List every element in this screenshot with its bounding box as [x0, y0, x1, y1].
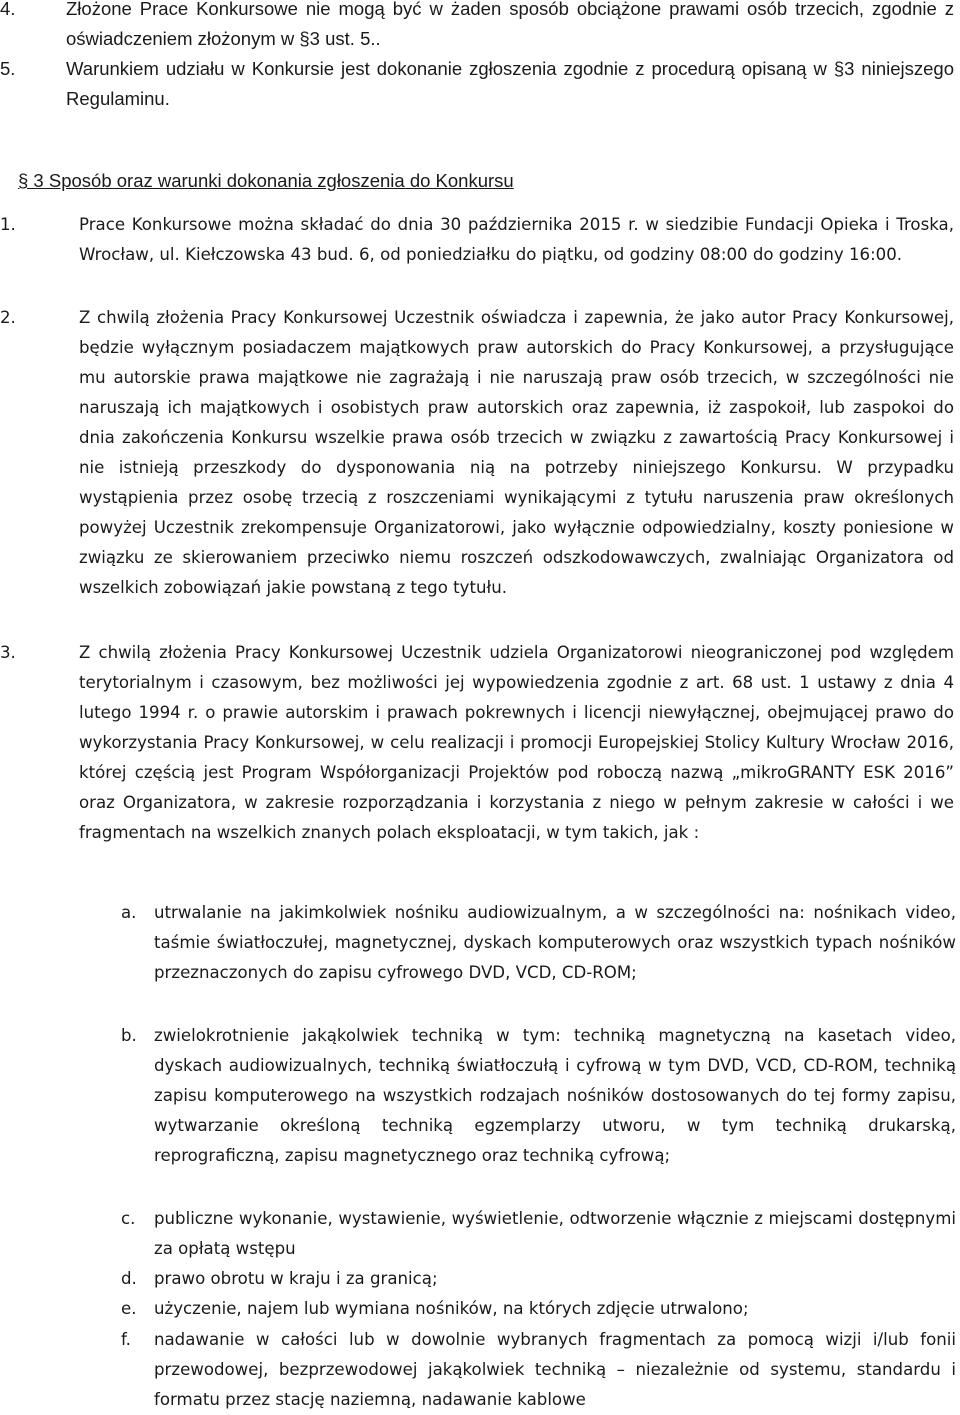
sub-list-item-letter: f.	[121, 1330, 131, 1349]
sub-list-item-text: zwielokrotnienie jakąkolwiek techniką w tym: techniką magnetyczną na kasetach video, dyskach audiowizualnych, techniką światłoczułą i cyfrową w tym DVD, VCD, CD-ROM, techniką zapisu komputerowego na wszystkich rodzajach nośników dostosowanych do tej formy zapisu, wytwarzanie określoną techniką egzemplarzy utworu, w tym techniką drukarską, reprograficzną, zapisu magnetycznego oraz techniką cyfrową;	[154, 1026, 956, 1165]
sub-list-item	[121, 1204, 956, 1264]
list-item-text: Warunkiem udziału w Konkursie jest dokonanie zgłoszenia zgodnie z procedurą opisaną w §3 niniejszego Regulaminu.	[66, 58, 954, 109]
list-item	[0, 210, 954, 270]
sub-list-item-letter: b.	[121, 1026, 137, 1045]
list-item	[0, 0, 954, 54]
list-item-number: 1.	[0, 215, 16, 234]
list-item-text: Prace Konkursowe można składać do dnia 30 października 2015 r. w siedzibie Fundacji Opieka i Troska, Wrocław, ul. Kiełczowska 43 bud. 6, od poniedziałku do piątku, od godziny 08:00 do godziny 16:00.	[79, 215, 954, 264]
list-item-text: Złożone Prace Konkursowe nie mogą być w żaden sposób obciążone prawami osób trzecich, zgodnie z oświadczeniem złożonym w §3 ust. 5..	[66, 0, 954, 49]
list-item-text: Z chwilą złożenia Pracy Konkursowej Uczestnik oświadcza i zapewnia, że jako autor Pracy Konkursowej, będzie wyłącznym posiadaczem majątkowych praw autorskich do Pracy Konkursowej, a przysługujące mu autorskie prawa majątkowe nie zagrażają i nie naruszają praw osób trzecich, w szczególności nie naruszają ich majątkowych i osobistych praw autorskich oraz zapewnia, iż zaspokoił, lub zaspokoi do dnia zakończenia Konkursu wszelkie prawa osób trzecich w związku z zawartością Pracy Konkursowej i nie istnieją przeszkody do dysponowania nią na potrzeby niniejszego Konkursu. W przypadku wystąpienia przez osobę trzecią z roszczeniami wynikającymi z tytułu naruszenia praw określonych powyżej Uczestnik zrekompensuje Organizatorowi, jako wyłącznie odpowiedzialny, koszty poniesione w związku ze skierowaniem przeciwko niemu roszczeń odszkodowawczych, zwalniając Organizatora od wszelkich zobowiązań jakie powstaną z tego tytułu.	[79, 308, 954, 597]
sub-list-item	[121, 1294, 956, 1324]
sub-list-item-letter: e.	[121, 1299, 137, 1318]
section-heading: § 3 Sposób oraz warunki dokonania zgłoszenia do Konkursu	[18, 170, 514, 191]
list-item-number: 5.	[0, 58, 16, 79]
list-item	[0, 303, 954, 603]
sub-list-item-letter: c.	[121, 1209, 136, 1228]
sub-list-item	[121, 898, 956, 988]
sub-list-item-letter: d.	[121, 1269, 137, 1288]
sub-list-item-text: publiczne wykonanie, wystawienie, wyświetlenie, odtworzenie włącznie z miejscami dostępnymi za opłatą wstępu	[154, 1209, 956, 1258]
list-item	[0, 54, 954, 114]
sub-list-item-text: utrwalanie na jakimkolwiek nośniku audiowizualnym, a w szczególności na: nośnikach video, taśmie światłoczułej, magnetycznej, dyskach komputerowych oraz wszystkich typach nośników przeznaczonych do zapisu cyfrowego DVD, VCD, CD-ROM;	[154, 903, 956, 982]
list-item-number: 3.	[0, 643, 16, 662]
sub-list-item-text: prawo obrotu w kraju i za granicą;	[154, 1269, 438, 1288]
list-item-number: 2.	[0, 308, 16, 327]
list-item-number: 4.	[0, 0, 16, 19]
sub-list-item	[121, 1021, 956, 1171]
sub-list-item	[121, 1325, 956, 1415]
sub-list-item	[121, 1264, 956, 1294]
sub-list-item-text: nadawanie w całości lub w dowolnie wybranych fragmentach za pomocą wizji i/lub fonii przewodowej, bezprzewodowej jakąkolwiek techniką – niezależnie od systemu, standardu i formatu przez stację naziemną, nadawanie kablowe	[154, 1330, 956, 1409]
list-item	[0, 638, 954, 848]
sub-list-item-text: użyczenie, najem lub wymiana nośników, na których zdjęcie utrwalono;	[154, 1299, 749, 1318]
sub-list-item-letter: a.	[121, 903, 137, 922]
list-item-text: Z chwilą złożenia Pracy Konkursowej Uczestnik udziela Organizatorowi nieograniczonej pod względem terytorialnym i czasowym, bez możliwości jej wypowiedzenia zgodnie z art. 68 ust. 1 ustawy z dnia 4 lutego 1994 r. o prawie autorskim i prawach pokrewnych i licencji niewyłącznej, obejmującej prawo do wykorzystania Pracy Konkursowej, w celu realizacji i promocji Europejskiej Stolicy Kultury Wrocław 2016, której częścią jest Program Współorganizacji Projektów pod roboczą nazwą „mikroGRANTY ESK 2016” oraz Organizatora, w zakresie rozporządzania i korzystania z niego w pełnym zakresie w całości i we fragmentach na wszelkich znanych polach eksploatacji, w tym takich, jak :	[79, 643, 954, 842]
